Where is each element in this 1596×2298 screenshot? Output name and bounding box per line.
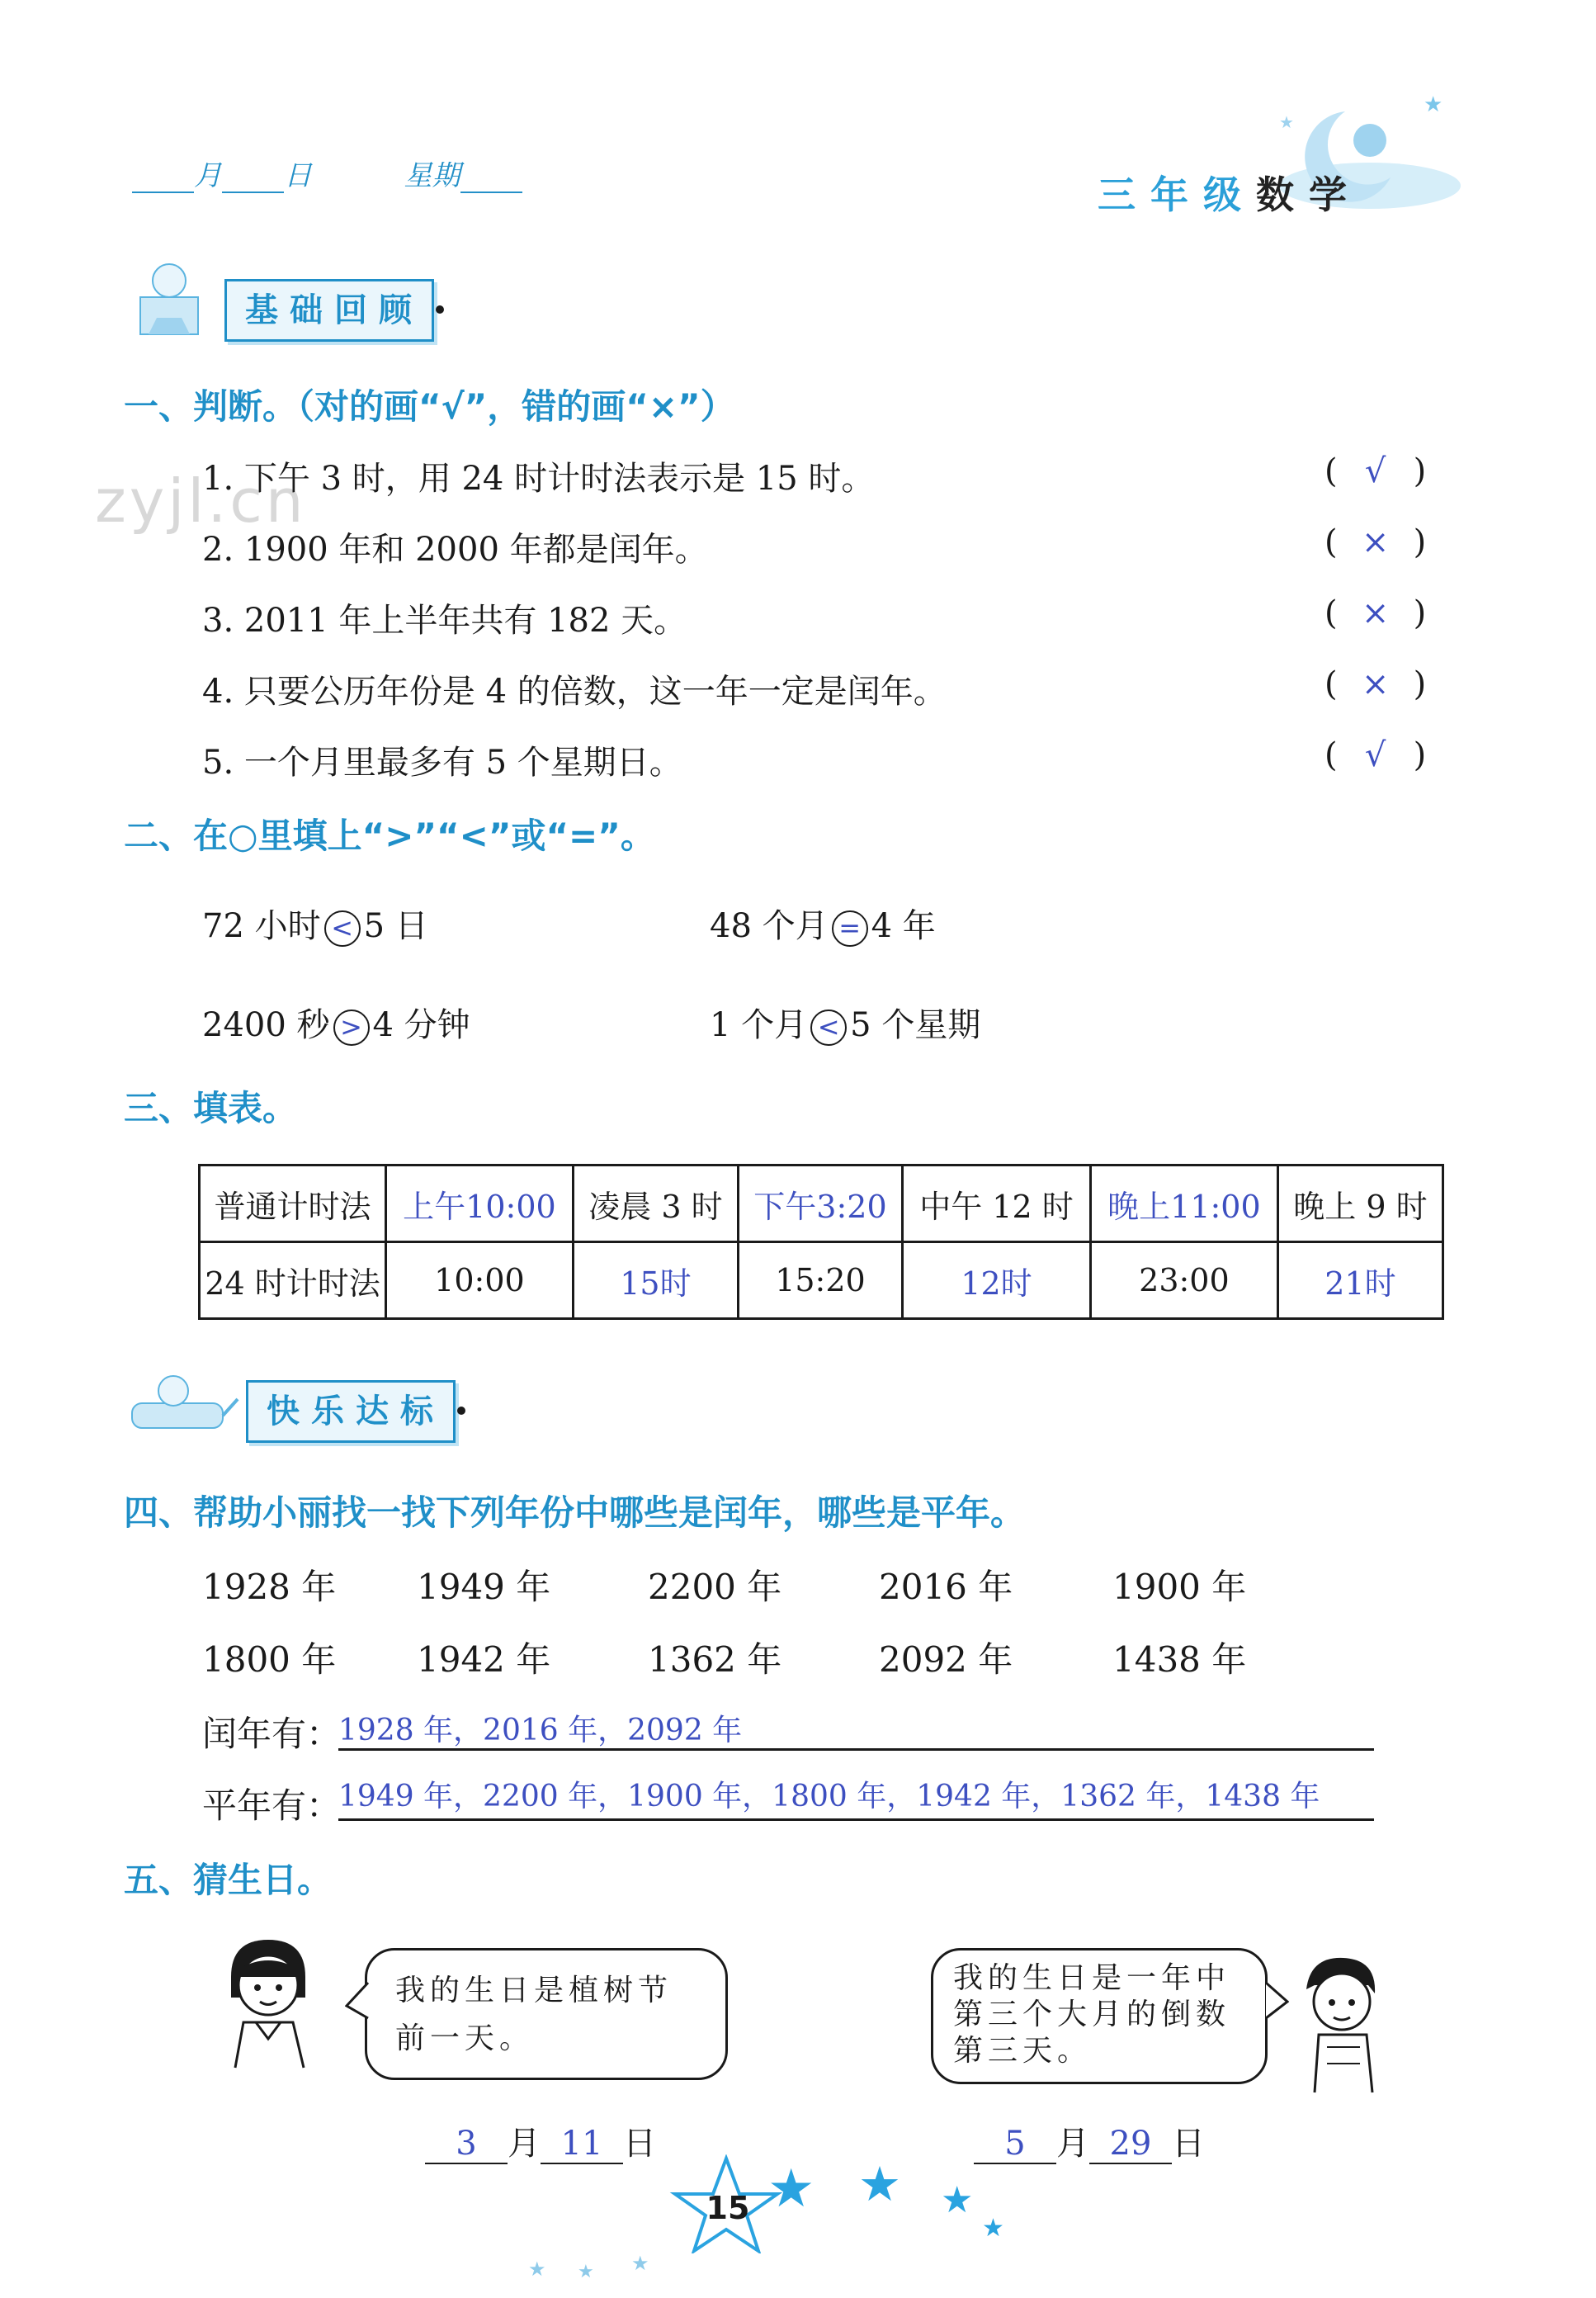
- leap-answer: 1928 年，2016 年，2092 年: [338, 1714, 743, 1747]
- question-5-title: 五、猜生日。: [124, 1860, 333, 1900]
- table-cell: 中午 12 时: [902, 1166, 1090, 1242]
- boy-day-blank[interactable]: 29: [1089, 2125, 1172, 2164]
- weekday-blank[interactable]: [460, 167, 522, 193]
- table-cell[interactable]: 上午10:00: [386, 1166, 574, 1242]
- year-item: 1362 年: [648, 1639, 782, 1680]
- month-blank[interactable]: [132, 167, 194, 193]
- table-cell: 凌晨 3 时: [573, 1166, 738, 1242]
- year-item: 2092 年: [879, 1639, 1013, 1680]
- banner-dot: [457, 1407, 465, 1415]
- watermark: zyjl.cn: [95, 466, 307, 536]
- question-4-title: 四、帮助小丽找一找下列年份中哪些是闰年，哪些是平年。: [124, 1492, 1026, 1533]
- year-item: 1900 年: [1112, 1567, 1247, 1607]
- girl-speech-line: 前一天。: [395, 2021, 535, 2055]
- girl-month-blank[interactable]: 3: [425, 2125, 508, 2164]
- banner-label: 基础回顾: [245, 291, 423, 329]
- table-header-cell: 普通计时法: [200, 1166, 386, 1242]
- table-row: [200, 1166, 1443, 1242]
- boy-speech-line: 第三个大月的倒数: [953, 1998, 1231, 2031]
- q1-item-3: 3. 2011 年上半年共有 182 天。: [202, 602, 687, 640]
- table-cell[interactable]: 晚上11:00: [1090, 1166, 1277, 1242]
- q1-item-5: 5. 一个月里最多有 5 个星期日。: [202, 744, 682, 782]
- q1-answer-1[interactable]: ( √ ): [1324, 452, 1427, 490]
- q2-item-4: 1 个月 < 5 个星期: [710, 1006, 981, 1044]
- girl-icon: [206, 1932, 330, 2072]
- leap-label: 闰年有：: [202, 1714, 342, 1754]
- star-icon: ★: [941, 2179, 974, 2221]
- girl-speech-line: 我的生日是植树节: [395, 1974, 673, 2007]
- compare-circle[interactable]: <: [810, 1010, 847, 1046]
- girl-day-blank[interactable]: 11: [541, 2125, 623, 2164]
- banner-label: 快乐达标: [267, 1393, 445, 1430]
- year-item: 1942 年: [417, 1639, 551, 1680]
- compare-circle[interactable]: <: [324, 910, 361, 947]
- table-cell: 晚上 9 时: [1277, 1166, 1443, 1242]
- question-3-title: 三、填表。: [124, 1088, 298, 1128]
- table-row: [200, 1242, 1443, 1319]
- year-item: 1928 年: [202, 1567, 337, 1607]
- boy-icon: [1277, 1948, 1401, 2097]
- question-1-title: 一、判断。（对的画“√”，错的画“×”）: [124, 386, 735, 427]
- boy-speech-line: 第三天。: [953, 2034, 1093, 2068]
- table-cell: 10:00: [386, 1242, 574, 1319]
- star-icon: ★: [578, 2262, 594, 2282]
- year-item: 2200 年: [648, 1567, 782, 1607]
- grade-label: 三年级: [1098, 173, 1256, 217]
- table-cell[interactable]: 12时: [902, 1242, 1090, 1319]
- q2-item-1: 72 小时 < 5 日: [202, 907, 428, 945]
- section-banner-practice: [246, 1380, 456, 1443]
- common-answer: 1949 年，2200 年，1900 年，1800 年，1942 年，1362 年，1438 年: [338, 1780, 1320, 1813]
- compare-circle[interactable]: >: [333, 1010, 370, 1046]
- table-cell: 15:20: [738, 1242, 902, 1319]
- star-icon: ★: [631, 2252, 649, 2275]
- date-line: [132, 153, 522, 193]
- day-blank[interactable]: [222, 167, 284, 193]
- time-table: [198, 1164, 1444, 1320]
- reading-child-icon: [124, 252, 215, 343]
- year-item: 2016 年: [879, 1567, 1013, 1607]
- boy-birthday: 5 月 29 日: [974, 2117, 1205, 2164]
- q1-answer-2[interactable]: ( × ): [1324, 523, 1427, 561]
- table-header-cell: 24 时计时法: [200, 1242, 386, 1319]
- boy-month-blank[interactable]: 5: [974, 2125, 1056, 2164]
- svg-text:★: ★: [1279, 112, 1294, 132]
- q2-item-2: 48 个月 = 4 年: [710, 907, 936, 945]
- banner-dot: [436, 305, 444, 314]
- grade-subject: [1098, 165, 1362, 220]
- star-icon: ★: [767, 2159, 815, 2220]
- table-cell[interactable]: 21时: [1277, 1242, 1443, 1319]
- weekday-label: 星期: [404, 159, 460, 192]
- subject-label: 数学: [1256, 173, 1362, 217]
- boy-speech-bubble: [931, 1948, 1268, 2084]
- month-label: 月: [194, 159, 222, 192]
- table-cell[interactable]: 下午3:20: [738, 1166, 902, 1242]
- common-label: 平年有：: [202, 1785, 342, 1826]
- boy-speech-line: 我的生日是一年中: [953, 1961, 1231, 1995]
- q1-answer-5[interactable]: ( √ ): [1324, 736, 1427, 774]
- year-item: 1949 年: [417, 1567, 551, 1607]
- year-item: 1438 年: [1112, 1639, 1247, 1680]
- q1-answer-3[interactable]: ( × ): [1324, 594, 1427, 632]
- q2-item-3: 2400 秒 > 4 分钟: [202, 1006, 470, 1044]
- telescope-child-icon: [124, 1366, 239, 1440]
- leap-answer-line[interactable]: [338, 1707, 1374, 1751]
- year-item: 1800 年: [202, 1639, 337, 1680]
- common-answer-line[interactable]: [338, 1773, 1374, 1821]
- svg-text:★: ★: [1424, 92, 1443, 117]
- question-2-title: 二、在○里填上“>”“<”或“=”。: [124, 816, 655, 856]
- table-cell: 23:00: [1090, 1242, 1277, 1319]
- bubble-tail: [345, 1981, 370, 2022]
- compare-circle[interactable]: =: [832, 910, 868, 947]
- girl-birthday: 3 月 11 日: [425, 2117, 656, 2164]
- page-number: 15: [706, 2190, 750, 2226]
- girl-speech-bubble: [365, 1948, 728, 2080]
- q1-item-1: 1. 下午 3 时，用 24 时计时法表示是 15 时。: [202, 460, 875, 498]
- section-banner-review: [224, 279, 434, 342]
- table-cell[interactable]: 15时: [573, 1242, 738, 1319]
- day-label: 日: [284, 159, 312, 192]
- star-icon: ★: [858, 2156, 901, 2212]
- q1-item-2: 2. 1900 年和 2000 年都是闰年。: [202, 531, 708, 569]
- q1-item-4: 4. 只要公历年份是 4 的倍数，这一年一定是闰年。: [202, 673, 947, 711]
- star-icon: ★: [982, 2214, 1004, 2243]
- star-icon: ★: [528, 2258, 546, 2281]
- q1-answer-4[interactable]: ( × ): [1324, 665, 1427, 703]
